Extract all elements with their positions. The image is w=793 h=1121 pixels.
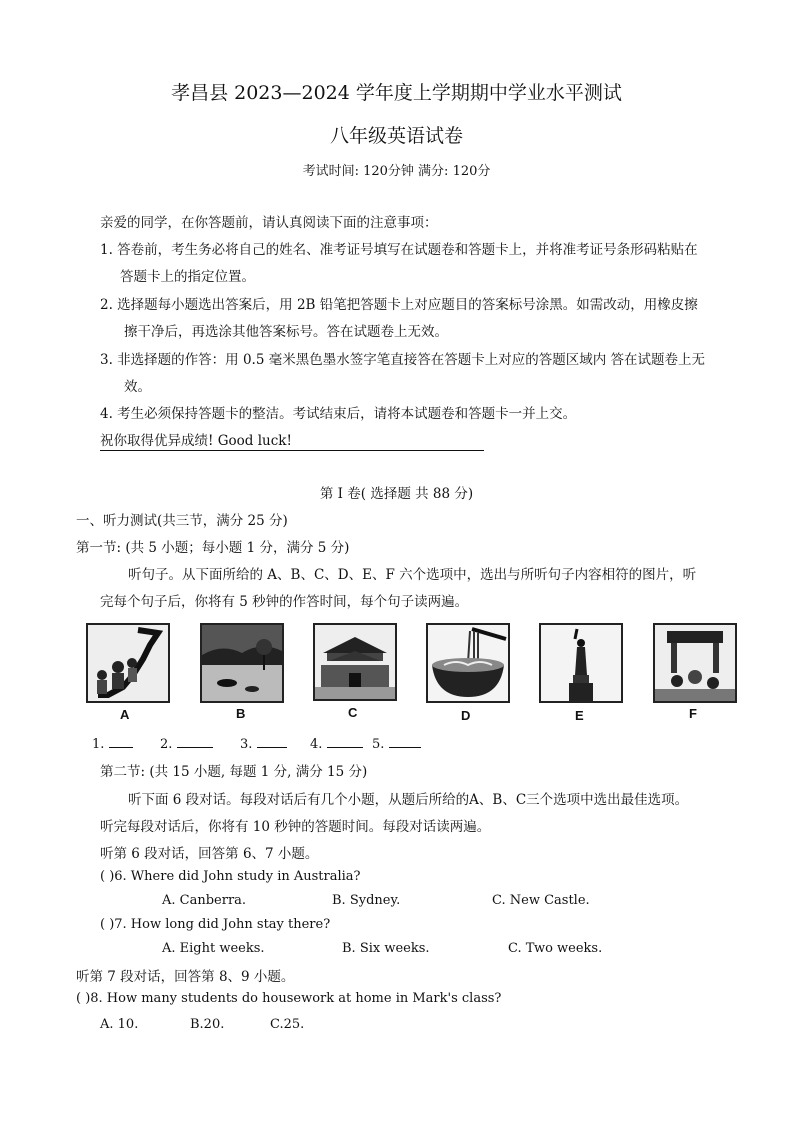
blank-2[interactable]	[160, 735, 213, 752]
question-6-option-a[interactable]: A. Canberra.	[162, 893, 247, 908]
blank-4-number: 4.	[310, 737, 323, 752]
picture-d-image	[426, 623, 510, 703]
question-7: ( )7. How long did John stay there?	[100, 917, 331, 932]
section2-instructions: 听下面 6 段对话。每段对话后有几个小题，从题后所给的A、B、C三个选项中选出最佳选项。	[128, 792, 689, 808]
question-8: ( )8. How many students do housework at home in Mark's class?	[76, 991, 502, 1006]
question-8-option-c[interactable]: C.25.	[270, 1017, 305, 1032]
blank-1-number: 1.	[92, 737, 105, 752]
part1-heading: 第 I 卷( 选择题 共 88 分)	[319, 486, 474, 502]
question-8-option-b[interactable]: B.20.	[190, 1017, 225, 1032]
question-6: ( )6. Where did John study in Australia?	[100, 869, 361, 884]
question-7-option-b[interactable]: B. Six weeks.	[342, 941, 430, 956]
question-6-option-b[interactable]: B. Sydney.	[332, 893, 401, 908]
notice-item-3-cont: 效。	[124, 379, 151, 395]
notice-item-3: 3. 非选择题的作答：用 0.5 毫米黑色墨水签字笔直接答在答题卡上对应的答题区域内 答在试题卷上无	[100, 352, 706, 368]
picture-f-image	[653, 623, 737, 703]
picture-e-image	[539, 623, 623, 703]
section1-instructions-cont: 完每个句子后，你将有 5 秒钟的作答时间，每个句子读两遍。	[100, 594, 469, 610]
section2-title: 第二节: (共 15 小题, 每题 1 分, 满分 15 分)	[100, 764, 368, 780]
picture-b-image	[200, 623, 284, 703]
blank-3[interactable]	[240, 735, 287, 752]
blank-3-number: 3.	[240, 737, 253, 752]
notice-item-2: 2. 选择题每小题选出答案后，用 2B 铅笔把答题卡上对应题目的答案标号涂黑。如需改动，用橡皮擦	[100, 297, 698, 313]
section1-title: 第一节: (共 5 小题；每小题 1 分，满分 5 分)	[76, 540, 350, 556]
notice-item-1: 1. 答卷前，考生务必将自己的姓名、准考证号填写在试题卷和答题卡上，并将准考证号条形码粘贴在	[100, 242, 698, 258]
exam-subtitle: 八年级英语试卷	[329, 125, 463, 147]
question-6-option-c[interactable]: C. New Castle.	[492, 893, 590, 908]
picture-c-label: C	[348, 705, 358, 720]
picture-f-label: F	[689, 706, 697, 721]
picture-a-image	[86, 623, 170, 703]
exam-info: 考试时间: 120分钟 满分: 120分	[302, 164, 491, 179]
blank-1[interactable]	[92, 735, 133, 752]
notice-item-1-cont: 答题卡上的指定位置。	[120, 269, 255, 285]
exam-title: 孝昌县 2023—2024 学年度上学期期中学业水平测试	[171, 82, 622, 104]
notice-item-2-cont: 擦干净后，再选涂其他答案标号。答在试题卷上无效。	[124, 324, 448, 340]
picture-d-label: D	[461, 708, 471, 723]
notice-wish: 祝你取得优异成绩! Good luck!	[100, 429, 484, 451]
picture-a-label: A	[120, 707, 130, 722]
picture-e-label: E	[575, 708, 584, 723]
picture-b-label: B	[236, 706, 246, 721]
section-title: 一、听力测试(共三节，满分 25 分)	[76, 513, 288, 529]
blank-5[interactable]	[372, 735, 421, 752]
question-7-option-c[interactable]: C. Two weeks.	[508, 941, 603, 956]
dialogue-7-intro: 听第 7 段对话，回答第 8、9 小题。	[76, 969, 295, 985]
picture-c-image	[313, 623, 397, 701]
section1-instructions: 听句子。从下面所给的 A、B、C、D、E、F 六个选项中，选出与所听句子内容相符的图片，听	[128, 567, 697, 583]
blank-2-number: 2.	[160, 737, 173, 752]
dialogue-6-intro: 听第 6 段对话，回答第 6、7 小题。	[100, 846, 319, 862]
section2-instructions-cont: 听完每段对话后，你将有 10 秒钟的答题时间。每段对话读两遍。	[100, 819, 491, 835]
notice-greeting: 亲爱的同学，在你答题前，请认真阅读下面的注意事项：	[100, 215, 438, 231]
blank-5-number: 5.	[372, 737, 385, 752]
question-8-option-a[interactable]: A. 10.	[100, 1017, 139, 1032]
blank-4[interactable]	[310, 735, 363, 752]
notice-item-4: 4. 考生必须保持答题卡的整洁。考试结束后，请将本试题卷和答题卡一并上交。	[100, 406, 577, 422]
question-7-option-a[interactable]: A. Eight weeks.	[162, 941, 265, 956]
